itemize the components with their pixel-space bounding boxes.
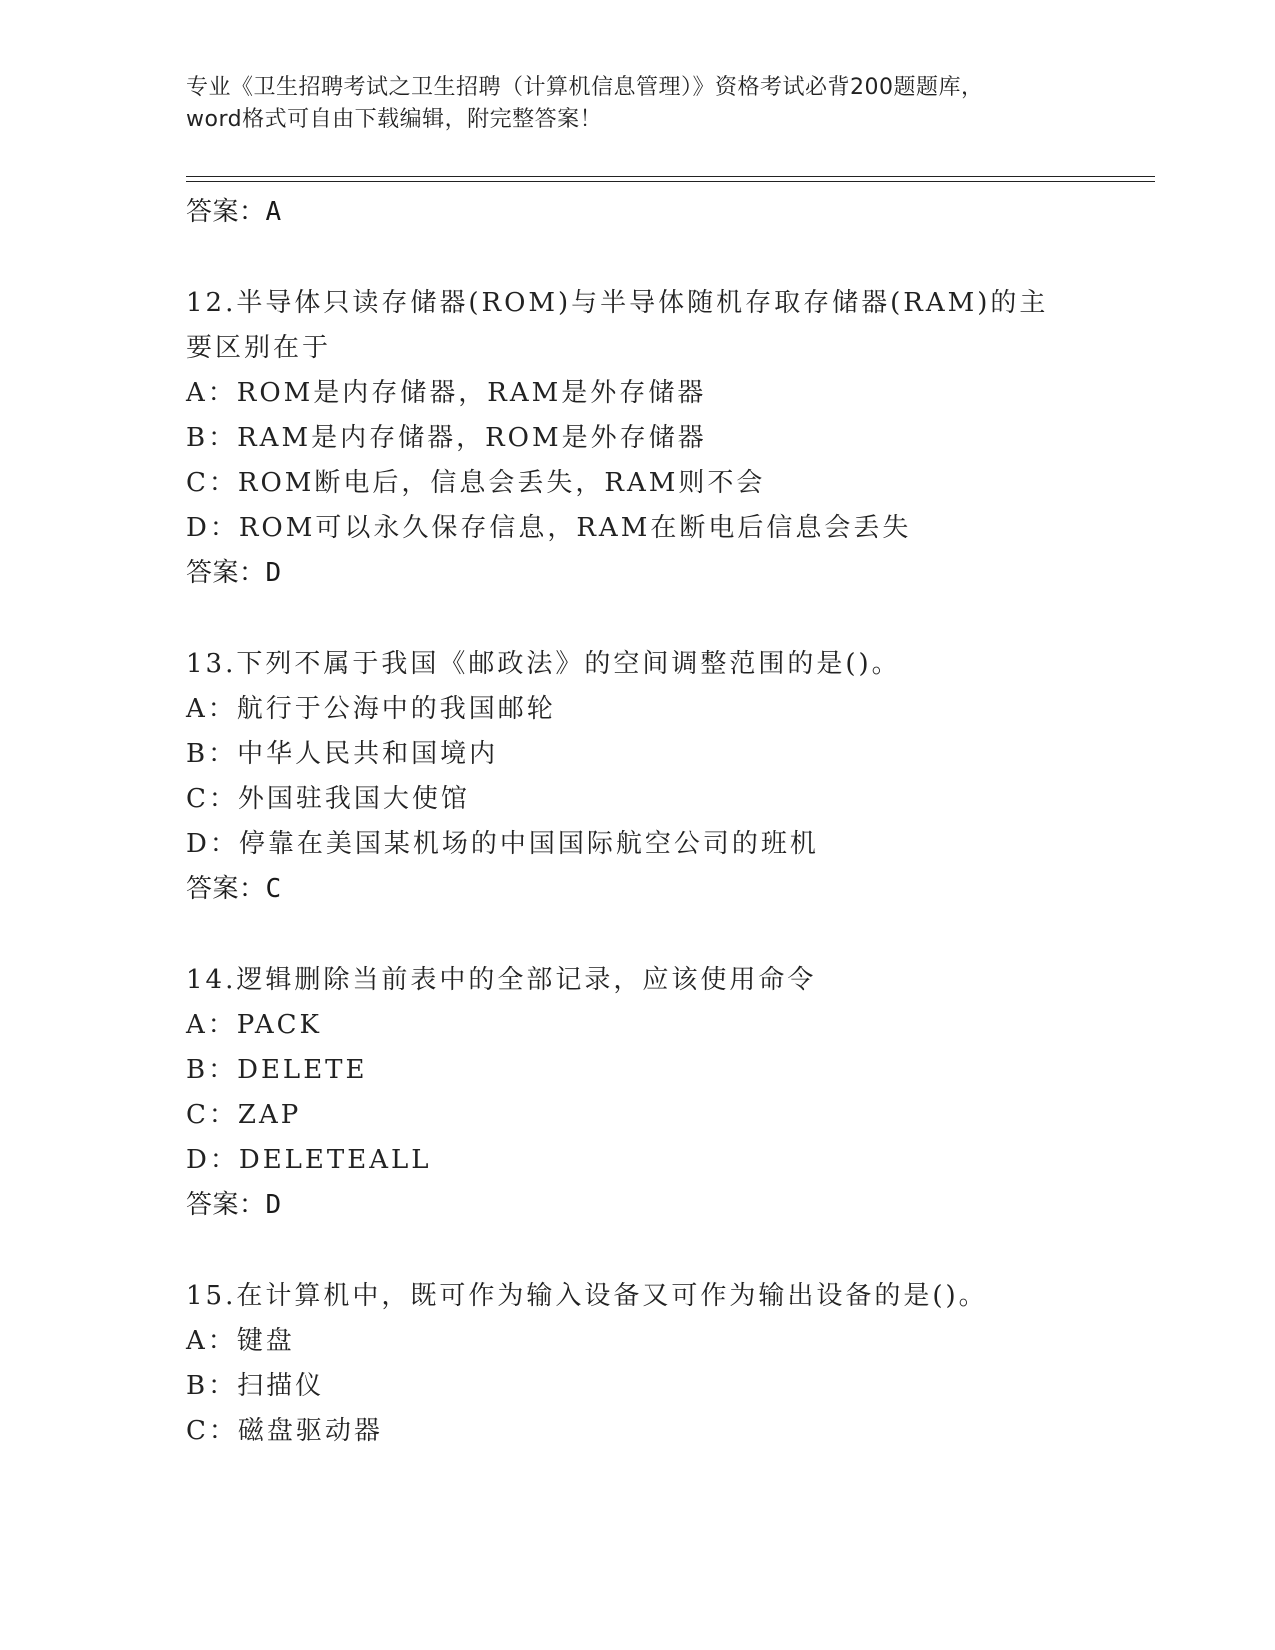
option-b: B：中华人民共和国境内 (186, 739, 499, 769)
option-a: A：航行于公海中的我国邮轮 (186, 694, 556, 724)
question-text: 15.在计算机中，既可作为输入设备又可作为输出设备的是()。 (186, 1281, 988, 1311)
question-block (186, 281, 1146, 595)
option-a: A：ROM是内存储器，RAM是外存储器 (186, 378, 707, 408)
question-text: 14.逻辑删除当前表中的全部记录，应该使用命令 (186, 965, 817, 995)
option-c: C：ZAP (186, 1100, 302, 1130)
answer-line: 答案：A (186, 197, 282, 227)
answer-line: 答案：C (186, 874, 282, 904)
option-b: B：DELETE (186, 1055, 368, 1085)
spacer (186, 234, 1146, 281)
option-b: B：扫描仪 (186, 1371, 325, 1401)
question-block (186, 642, 1146, 911)
header-title-line-2: word格式可自由下载编辑，附完整答案！ (186, 107, 603, 132)
option-b: B：RAM是内存储器，ROM是外存储器 (186, 423, 707, 453)
answer-line: 答案：D (186, 558, 282, 588)
header-divider-top (186, 176, 1155, 177)
spacer (186, 1227, 1146, 1274)
option-d: D：DELETEALL (186, 1145, 432, 1175)
option-d: D：ROM可以永久保存信息，RAM在断电后信息会丢失 (186, 513, 912, 543)
option-c: C：ROM断电后，信息会丢失，RAM则不会 (186, 468, 766, 498)
header-divider-bottom (186, 181, 1155, 182)
spacer (186, 595, 1146, 642)
question-list (186, 190, 1146, 1454)
option-c: C：磁盘驱动器 (186, 1416, 383, 1446)
question-block (186, 958, 1146, 1227)
option-c: C：外国驻我国大使馆 (186, 784, 470, 814)
option-d: D：停靠在美国某机场的中国国际航空公司的班机 (186, 829, 819, 859)
question-block (186, 1274, 1146, 1454)
spacer (186, 911, 1146, 958)
option-a: A：PACK (186, 1010, 322, 1040)
answer-line: 答案：D (186, 1190, 282, 1220)
document-header (186, 72, 1146, 136)
question-text: 13.下列不属于我国《邮政法》的空间调整范围的是()。 (186, 649, 901, 679)
question-text: 12.半导体只读存储器(ROM)与半导体随机存取存储器(RAM)的主要区别在于 (186, 288, 1049, 363)
option-a: A：键盘 (186, 1326, 295, 1356)
header-title-line-1: 专业《卫生招聘考试之卫生招聘（计算机信息管理）》资格考试必背200题题库， (186, 75, 984, 100)
